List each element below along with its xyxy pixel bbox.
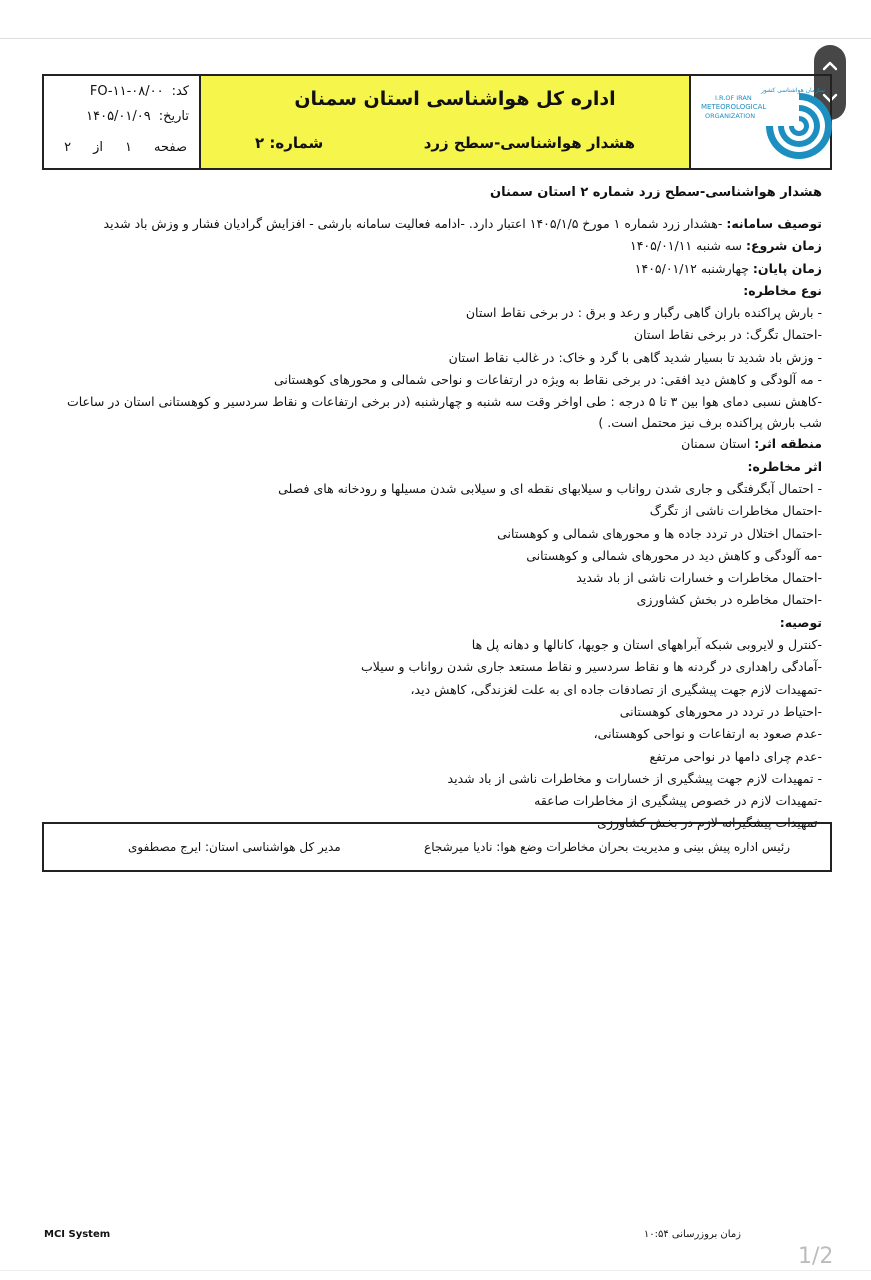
warning-number: شماره: ۲ (255, 134, 324, 152)
logo-text-3: ORGANIZATION (705, 112, 756, 120)
region-text: استان سمنان (681, 436, 755, 452)
system-text: -هشدار زرد شماره ۱ مورخ ۱۴۰۵/۱/۵ اعتبار دارد. -ادامه فعالیت سامانه بارشی - افزایش گرادیان فشار و وزش باد شدید (103, 216, 727, 231)
impact-region (44, 433, 822, 455)
effects-label: اثر مخاطره: (747, 458, 822, 474)
code-value: FO-۱۱-۰۸/۰۰ (89, 84, 164, 99)
logo-text-fa: سازمان هواشناسی کشور (761, 87, 825, 94)
list-item: -مه آلودگی و کاهش دید در محورهای شمالی و کوهستانی (526, 547, 822, 563)
recommend-label: توصیه: (779, 614, 822, 630)
list-item: - احتمال آبگرفتگی و جاری شدن رواناب و سیلابهای نقطه ای و سیلابی شدن مسیلها و رودخانه های فصلی (278, 480, 822, 496)
list-item: -احتیاط در تردد در محورهای کوهستانی (619, 703, 822, 719)
main-title: هشدار هواشناسی-سطح زرد شماره ۲ استان سمنان (489, 185, 822, 200)
list-item: -عدم صعود به ارتفاعات و نواحی کوهستانی، (593, 726, 822, 742)
page-of: از (93, 140, 104, 155)
signer-director-general: مدیر کل هواشناسی استان: ایرج مصطفوی (128, 840, 341, 854)
list-item: - وزش باد شدید تا بسیار شدید گاهی با گرد و خاک: در غالب نقاط استان (448, 349, 822, 365)
meteorological-organization-logo-icon (695, 78, 835, 166)
system-name: MCI System (44, 1229, 111, 1240)
document-body (44, 183, 822, 835)
bottom-divider (0, 1270, 871, 1271)
list-item: - تمهیدات لازم جهت پیشگیری از خسارات و مخاطرات ناشی از باد شدید (447, 770, 822, 786)
list-item: -کنترل و لایروبی شبکه آبراههای استان و جویها، کانالها و دهانه پل ها (471, 637, 822, 653)
list-item: -احتمال مخاطرات ناشی از تگرگ (649, 503, 822, 519)
list-item: -عدم چرای دامها در نواحی مرتفع (649, 748, 822, 764)
system-label: توصیف سامانه: (726, 216, 822, 231)
list-item: -تمهیدات لازم در خصوص پیشگیری از مخاطرات صاعقه (534, 793, 822, 809)
top-divider (0, 38, 871, 39)
page-label: صفحه (154, 140, 187, 155)
list-item: -احتمال اختلال در تردد جاده ها و محورهای شمالی و کوهستانی (497, 525, 822, 541)
code-label: کد: (171, 84, 189, 99)
list-item: -آمادگی راهداری در گردنه ها و نقاط سردسیر و نقاط مستعد جاری شدن رواناب و سیلاب (361, 659, 822, 675)
document-header (42, 74, 832, 170)
header-title-area (201, 76, 691, 168)
list-item: -تمهیدات لازم جهت پیشگیری از تصادفات جاده ای به علت لغزندگی، کاهش دید، (410, 681, 822, 697)
date-label: تاریخ: (158, 109, 189, 124)
start-label: زمان شروع: (745, 238, 822, 254)
list-item: - مه آلودگی و کاهش دید افقی: در برخی نقاط به ویژه در ارتفاعات و نواحی شمالی و محورهای کوهستانی (273, 372, 822, 388)
end-time (44, 258, 822, 280)
warning-title: هشدار هواشناسی-سطح زرد (423, 134, 635, 152)
hazard-type-label: نوع مخاطره: (743, 282, 822, 298)
start-text: سه شنبه ۱۴۰۵/۰۱/۱۱ (630, 238, 746, 254)
page-current: ۱ (125, 140, 133, 155)
end-text: چهارشنبه ۱۴۰۵/۰۱/۱۲ (634, 260, 753, 276)
signer-forecast-head: رئیس اداره پیش بینی و مدیریت بحران مخاطرات وضع هوا: نادیا میرشجاع (424, 840, 790, 854)
document-meta (44, 76, 201, 168)
start-time (44, 235, 822, 257)
region-label: منطقه اثر: (754, 436, 822, 452)
signature-box (42, 822, 832, 872)
update-time: زمان بروزرسانی ۱۰:۵۴ (643, 1229, 741, 1240)
logo-text-2: METEOROLOGICAL (701, 103, 767, 111)
list-item: -احتمال مخاطرات و خسارات ناشی از باد شدید (576, 570, 822, 586)
end-label: زمان پایان: (752, 260, 822, 276)
org-title: اداره کل هواشناسی استان سمنان (294, 88, 616, 110)
system-description (44, 213, 822, 235)
list-item: -احتمال مخاطره در بخش کشاورزی (636, 592, 822, 608)
list-item: -احتمال تگرگ: در برخی نقاط استان (633, 327, 822, 343)
list-item: -تمهیدات پیشگیرانه لازم در بخش کشاورزی (597, 815, 822, 831)
date-value: ۱۴۰۵/۰۱/۰۹ (86, 109, 151, 124)
logo-text-1: I.R.OF IRAN (715, 94, 752, 102)
list-item: - بارش پراکنده باران گاهی رگبار و رعد و برق : در برخی نقاط استان (465, 305, 822, 321)
page-total: ۲ (64, 140, 72, 155)
logo-area (691, 76, 830, 168)
temperature-note: -کاهش نسبی دمای هوا بین ۳ تا ۵ درجه : طی اواخر وقت سه شنبه و چهارشنبه (در برخی ارتفاعات و نقاط سردسیر و کوهستانی استان در ساعات شب بارش پراکنده برف نیز محتمل است. ) (66, 394, 822, 431)
page-indicator: 1/2 (798, 1244, 834, 1269)
